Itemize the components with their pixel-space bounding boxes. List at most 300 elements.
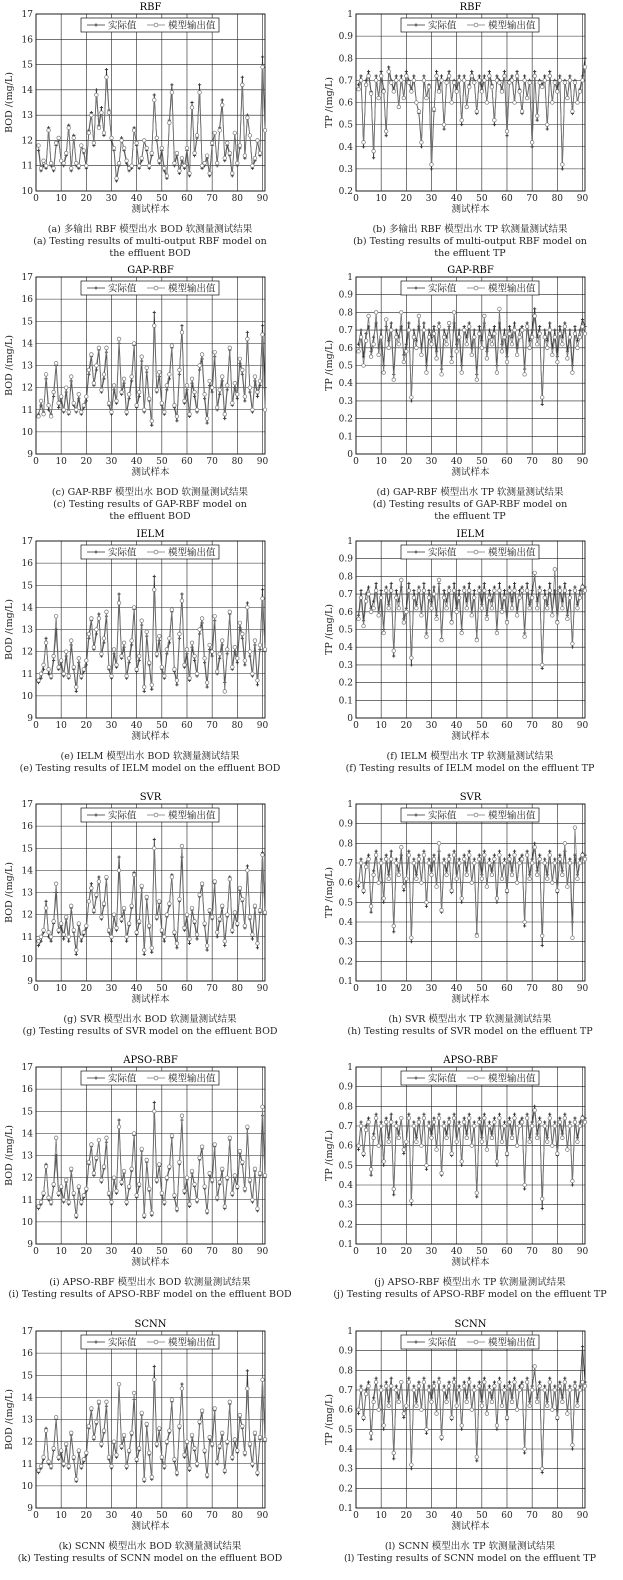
x-tick-label: 50 xyxy=(156,1247,168,1257)
x-axis-label: 测试样本 xyxy=(451,467,490,478)
data-point-model xyxy=(183,663,187,667)
data-point-model xyxy=(437,842,441,846)
x-tick-label: 80 xyxy=(551,457,564,467)
data-point-actual xyxy=(526,582,529,585)
data-point-model xyxy=(183,1189,187,1193)
data-point-actual xyxy=(385,854,388,857)
y-tick-label: 17 xyxy=(21,10,33,20)
data-point-model xyxy=(163,1200,167,1204)
chart-svg-a xyxy=(0,0,300,222)
data-point-model xyxy=(508,1384,512,1388)
data-point-model xyxy=(467,1116,471,1120)
data-point-model xyxy=(168,1429,172,1433)
data-point-model xyxy=(445,873,449,877)
data-point-actual xyxy=(402,1152,405,1155)
data-point-actual xyxy=(442,857,445,860)
data-point-model xyxy=(465,105,469,109)
data-point-actual xyxy=(153,575,156,578)
data-point-model xyxy=(561,163,565,167)
x-axis-label: 测试样本 xyxy=(131,994,170,1005)
data-point-model xyxy=(52,390,56,394)
data-point-model xyxy=(246,116,250,120)
data-point-actual xyxy=(375,850,378,853)
data-point-model xyxy=(39,399,43,403)
data-point-model xyxy=(397,873,401,877)
data-point-model xyxy=(213,350,217,354)
data-point-model xyxy=(230,172,234,176)
data-point-model xyxy=(455,877,459,881)
data-point-model xyxy=(120,917,124,921)
data-point-actual xyxy=(246,601,249,604)
data-point-model xyxy=(135,668,139,672)
data-point-model xyxy=(485,617,489,621)
x-tick-label: 60 xyxy=(501,984,513,994)
data-point-model xyxy=(518,596,522,600)
data-point-model xyxy=(379,74,383,78)
data-point-model xyxy=(462,328,466,332)
data-point-model xyxy=(571,642,575,646)
data-point-actual xyxy=(563,1113,566,1116)
chart-caption xyxy=(0,487,300,523)
x-tick-label: 0 xyxy=(33,457,39,467)
data-point-actual xyxy=(153,311,156,314)
data-point-model xyxy=(67,935,71,939)
data-point-model xyxy=(420,1408,424,1412)
data-point-model xyxy=(467,853,471,857)
data-point-model xyxy=(475,638,479,642)
data-point-model xyxy=(213,614,217,618)
data-point-model xyxy=(508,857,512,861)
data-point-actual xyxy=(55,891,58,894)
data-point-model xyxy=(372,873,376,877)
y-tick-label: 0.5 xyxy=(338,625,353,636)
caption-cn: (e) IELM 模型出水 BOD 软测量测试结果 xyxy=(60,751,240,762)
data-point-model xyxy=(520,110,524,114)
data-point-model xyxy=(64,151,68,155)
x-tick-label: 80 xyxy=(231,1247,244,1257)
data-point-model xyxy=(550,614,554,618)
data-point-model xyxy=(44,906,48,910)
data-point-actual xyxy=(180,324,183,327)
chart-panel-a xyxy=(0,0,300,261)
data-point-actual xyxy=(475,1195,478,1198)
chart-title: RBF xyxy=(139,2,162,13)
data-point-model xyxy=(478,589,482,593)
data-point-model xyxy=(160,928,164,932)
data-point-model xyxy=(125,674,129,678)
x-tick-label: 60 xyxy=(181,984,193,994)
data-point-model xyxy=(185,1440,189,1444)
x-tick-label: 10 xyxy=(375,721,387,731)
data-point-model xyxy=(236,161,240,165)
legend-marker-model xyxy=(474,813,478,817)
data-point-model xyxy=(540,1467,544,1471)
data-point-model xyxy=(566,357,570,361)
data-point-actual xyxy=(493,325,496,328)
data-point-model xyxy=(384,1120,388,1124)
data-point-model xyxy=(437,325,441,329)
data-point-model xyxy=(556,1152,560,1156)
y-tick-label: 13 xyxy=(21,361,33,372)
data-point-model xyxy=(505,1152,509,1156)
data-point-actual xyxy=(513,1377,516,1380)
data-point-actual xyxy=(543,74,546,77)
data-point-model xyxy=(525,325,529,329)
data-point-actual xyxy=(553,1120,556,1123)
data-point-actual xyxy=(478,1117,481,1120)
data-point-actual xyxy=(498,1113,501,1116)
y-tick-label: 12 xyxy=(21,1437,33,1448)
data-point-model xyxy=(59,922,63,926)
data-point-model xyxy=(467,85,471,89)
y-tick-label: 0.7 xyxy=(338,590,353,601)
data-point-model xyxy=(558,1120,562,1124)
chart-svg-j xyxy=(320,1053,620,1275)
data-point-model xyxy=(120,390,124,394)
data-point-model xyxy=(188,172,192,176)
data-point-model xyxy=(198,1420,202,1424)
data-point-actual xyxy=(407,1113,410,1116)
data-point-model xyxy=(230,928,234,932)
data-point-model xyxy=(158,1163,162,1167)
data-point-actual xyxy=(400,74,403,77)
data-point-model xyxy=(533,74,537,78)
data-point-model xyxy=(523,1447,527,1451)
data-point-actual xyxy=(392,1457,395,1460)
data-point-model xyxy=(513,328,517,332)
data-point-model xyxy=(447,1384,451,1388)
data-point-model xyxy=(425,901,429,905)
data-point-model xyxy=(208,643,212,647)
y-tick-label: 11 xyxy=(21,161,33,172)
caption-cn: (f) IELM 模型出水 TP 软测量测试结果 xyxy=(386,751,554,762)
data-point-model xyxy=(578,90,582,94)
data-point-model xyxy=(52,1182,56,1186)
data-point-model xyxy=(82,668,86,672)
data-point-model xyxy=(442,861,446,865)
data-point-model xyxy=(163,935,167,939)
data-point-actual xyxy=(62,937,65,940)
data-point-model xyxy=(160,1191,164,1195)
data-point-model xyxy=(450,101,454,105)
data-point-model xyxy=(92,141,96,145)
data-point-model xyxy=(379,1124,383,1128)
x-tick-label: 90 xyxy=(576,457,589,467)
data-point-actual xyxy=(392,930,395,933)
y-tick-label: 12 xyxy=(21,647,33,658)
data-point-model xyxy=(44,1429,48,1433)
data-point-model xyxy=(165,174,169,178)
data-point-actual xyxy=(402,889,405,892)
data-point-model xyxy=(447,1120,451,1124)
data-point-actual xyxy=(407,850,410,853)
x-tick-label: 10 xyxy=(375,984,387,994)
data-point-model xyxy=(460,371,464,375)
data-point-model xyxy=(520,589,524,593)
data-point-model xyxy=(485,1412,489,1416)
data-point-model xyxy=(173,1458,177,1462)
data-point-model xyxy=(576,1140,580,1144)
chart-panel-j xyxy=(320,1053,620,1314)
data-point-model xyxy=(568,1388,572,1392)
data-point-model xyxy=(528,346,532,350)
data-point-model xyxy=(578,335,582,339)
data-point-model xyxy=(37,939,41,943)
y-tick-label: 0.7 xyxy=(338,859,353,869)
data-point-model xyxy=(190,1433,194,1437)
data-point-actual xyxy=(195,937,198,940)
data-point-model xyxy=(513,1380,517,1384)
y-tick-label: 0.5 xyxy=(338,898,353,909)
legend-label-actual: 实际值 xyxy=(428,20,457,32)
data-point-model xyxy=(397,1400,401,1404)
data-point-model xyxy=(480,346,484,350)
data-point-model xyxy=(480,1140,484,1144)
x-tick-label: 10 xyxy=(375,1247,387,1257)
data-point-model xyxy=(382,1424,386,1428)
data-point-model xyxy=(462,79,466,83)
caption-en2: the effluent BOD xyxy=(109,248,191,259)
x-axis-label: 测试样本 xyxy=(451,994,490,1005)
y-axis-label: TP /(mg/L) xyxy=(324,867,335,918)
x-axis-label: 测试样本 xyxy=(131,1521,170,1532)
data-point-model xyxy=(200,1409,204,1413)
data-point-model xyxy=(520,1384,524,1388)
data-point-model xyxy=(420,141,424,145)
data-point-model xyxy=(193,390,197,394)
y-tick-label: 0.4 xyxy=(338,643,353,654)
data-point-model xyxy=(52,654,56,658)
series-line-model xyxy=(39,67,265,178)
data-point-actual xyxy=(508,585,511,588)
data-point-model xyxy=(518,861,522,865)
data-point-actual xyxy=(211,390,214,393)
data-point-model xyxy=(87,1160,91,1164)
y-tick-label: 0.6 xyxy=(338,607,353,618)
data-point-actual xyxy=(440,74,443,77)
data-point-model xyxy=(470,881,474,885)
data-point-model xyxy=(72,665,76,669)
data-point-model xyxy=(394,1388,398,1392)
data-point-model xyxy=(553,335,557,339)
data-point-actual xyxy=(503,1384,506,1387)
data-point-model xyxy=(178,368,182,372)
data-point-model xyxy=(402,885,406,889)
data-point-actual xyxy=(417,1381,420,1384)
data-point-actual xyxy=(442,127,445,130)
y-tick-label: 0.5 xyxy=(338,1425,353,1436)
data-point-model xyxy=(253,639,257,643)
data-point-model xyxy=(233,131,237,135)
data-point-model xyxy=(364,83,368,87)
data-point-actual xyxy=(498,1377,501,1380)
data-point-model xyxy=(163,674,167,678)
x-tick-label: 40 xyxy=(450,194,463,204)
data-point-model xyxy=(581,1116,585,1120)
legend-marker-model xyxy=(154,1076,158,1080)
chart-caption xyxy=(0,224,300,260)
data-point-model xyxy=(553,81,557,85)
data-point-actual xyxy=(211,654,214,657)
data-point-model xyxy=(261,1378,265,1382)
data-point-actual xyxy=(483,1113,486,1116)
data-point-model xyxy=(90,353,94,357)
data-point-model xyxy=(525,1116,529,1120)
data-point-model xyxy=(236,656,240,660)
legend-label-model: 模型输出值 xyxy=(168,1337,216,1349)
y-tick-label: 0.2 xyxy=(338,957,353,968)
data-point-model xyxy=(377,96,381,100)
data-point-model xyxy=(180,599,184,603)
data-point-model xyxy=(54,141,58,145)
data-point-actual xyxy=(75,953,78,956)
data-point-model xyxy=(568,1124,572,1128)
chart-title: SCNN xyxy=(134,1319,167,1330)
data-point-model xyxy=(483,79,487,83)
data-point-model xyxy=(389,81,393,85)
data-point-model xyxy=(261,1105,265,1109)
data-point-model xyxy=(452,853,456,857)
data-point-model xyxy=(528,81,532,85)
legend xyxy=(81,281,219,295)
data-point-model xyxy=(450,889,454,893)
data-point-model xyxy=(183,926,187,930)
data-point-model xyxy=(230,401,234,405)
data-point-model xyxy=(120,1444,124,1448)
data-point-model xyxy=(435,357,439,361)
data-point-actual xyxy=(153,1101,156,1104)
data-point-model xyxy=(230,1191,234,1195)
data-point-model xyxy=(125,410,129,414)
legend xyxy=(81,1335,219,1349)
data-point-actual xyxy=(223,417,226,420)
data-point-model xyxy=(515,614,519,618)
data-point-model xyxy=(394,1124,398,1128)
data-point-model xyxy=(193,151,197,155)
data-point-model xyxy=(503,861,507,865)
chart-svg-i xyxy=(0,1053,300,1275)
data-point-model xyxy=(440,908,444,912)
data-point-model xyxy=(374,853,378,857)
data-point-actual xyxy=(536,119,539,122)
data-point-actual xyxy=(359,589,362,592)
data-point-model xyxy=(465,606,469,610)
data-point-model xyxy=(225,648,229,652)
x-tick-label: 40 xyxy=(450,984,463,994)
y-tick-label: 14 xyxy=(21,603,33,614)
data-point-actual xyxy=(571,1447,574,1450)
x-tick-label: 50 xyxy=(476,1511,488,1521)
data-point-model xyxy=(483,853,487,857)
y-tick-label: 16 xyxy=(21,1349,33,1360)
data-point-model xyxy=(67,674,71,678)
data-point-actual xyxy=(493,854,496,857)
y-axis-label: TP /(mg/L) xyxy=(324,77,335,128)
x-tick-label: 90 xyxy=(256,457,269,467)
data-point-model xyxy=(452,1116,456,1120)
data-point-model xyxy=(432,592,436,596)
data-point-model xyxy=(158,900,162,904)
data-point-model xyxy=(183,164,187,168)
data-point-model xyxy=(92,1435,96,1439)
data-point-actual xyxy=(261,55,264,58)
data-point-actual xyxy=(437,1113,440,1116)
legend-label-actual: 实际值 xyxy=(428,283,457,295)
data-point-actual xyxy=(463,1381,466,1384)
caption-cn: (j) APSO-RBF 模型出水 TP 软测量测试结果 xyxy=(374,1277,566,1288)
data-point-model xyxy=(218,1444,222,1448)
data-point-model xyxy=(117,161,121,165)
data-point-actual xyxy=(110,940,113,943)
data-point-model xyxy=(538,1120,542,1124)
data-point-model xyxy=(417,589,421,593)
data-point-actual xyxy=(37,149,40,152)
data-point-model xyxy=(92,645,96,649)
data-point-model xyxy=(447,321,451,325)
data-point-model xyxy=(87,1424,91,1428)
data-point-model xyxy=(500,1140,504,1144)
data-point-actual xyxy=(180,1383,183,1386)
data-point-model xyxy=(223,1205,227,1209)
data-point-actual xyxy=(460,1428,463,1431)
data-point-model xyxy=(263,911,267,915)
x-tick-label: 60 xyxy=(181,194,193,204)
data-point-model xyxy=(195,1198,199,1202)
data-point-model xyxy=(97,1138,101,1142)
data-point-model xyxy=(130,904,134,908)
y-tick-label: 0.4 xyxy=(338,918,353,928)
data-point-model xyxy=(430,163,434,167)
data-point-actual xyxy=(473,1120,476,1123)
legend-label-model: 模型输出值 xyxy=(168,810,216,822)
chart-title: SVR xyxy=(459,792,482,803)
x-tick-label: 70 xyxy=(526,457,538,467)
data-point-model xyxy=(498,1116,502,1120)
data-point-actual xyxy=(367,854,370,857)
data-point-actual xyxy=(246,1369,249,1372)
data-point-actual xyxy=(150,951,153,954)
chart-panel-l xyxy=(320,1317,620,1578)
data-point-model xyxy=(152,324,156,328)
data-point-model xyxy=(47,1460,51,1464)
legend-marker-model xyxy=(474,286,478,290)
data-point-model xyxy=(220,375,224,379)
legend-marker-model xyxy=(474,23,478,27)
data-point-model xyxy=(475,378,479,382)
data-point-model xyxy=(384,318,388,322)
data-point-model xyxy=(535,114,539,118)
x-tick-label: 90 xyxy=(576,1511,589,1521)
data-point-model xyxy=(85,1451,89,1455)
data-point-model xyxy=(535,1400,539,1404)
data-point-model xyxy=(422,328,426,332)
y-tick-label: 1 xyxy=(347,1327,353,1337)
data-point-model xyxy=(79,410,83,414)
data-point-model xyxy=(518,1124,522,1128)
x-tick-label: 70 xyxy=(526,1511,538,1521)
data-point-model xyxy=(525,1380,529,1384)
legend-label-model: 模型输出值 xyxy=(168,283,216,295)
data-point-model xyxy=(37,415,41,419)
data-point-actual xyxy=(367,585,370,588)
chart-caption xyxy=(320,1014,620,1038)
data-point-model xyxy=(576,606,580,610)
data-point-actual xyxy=(422,321,425,324)
y-tick-label: 0 xyxy=(347,714,353,724)
data-point-actual xyxy=(380,329,383,332)
data-point-model xyxy=(173,1194,177,1198)
data-point-actual xyxy=(95,88,98,91)
